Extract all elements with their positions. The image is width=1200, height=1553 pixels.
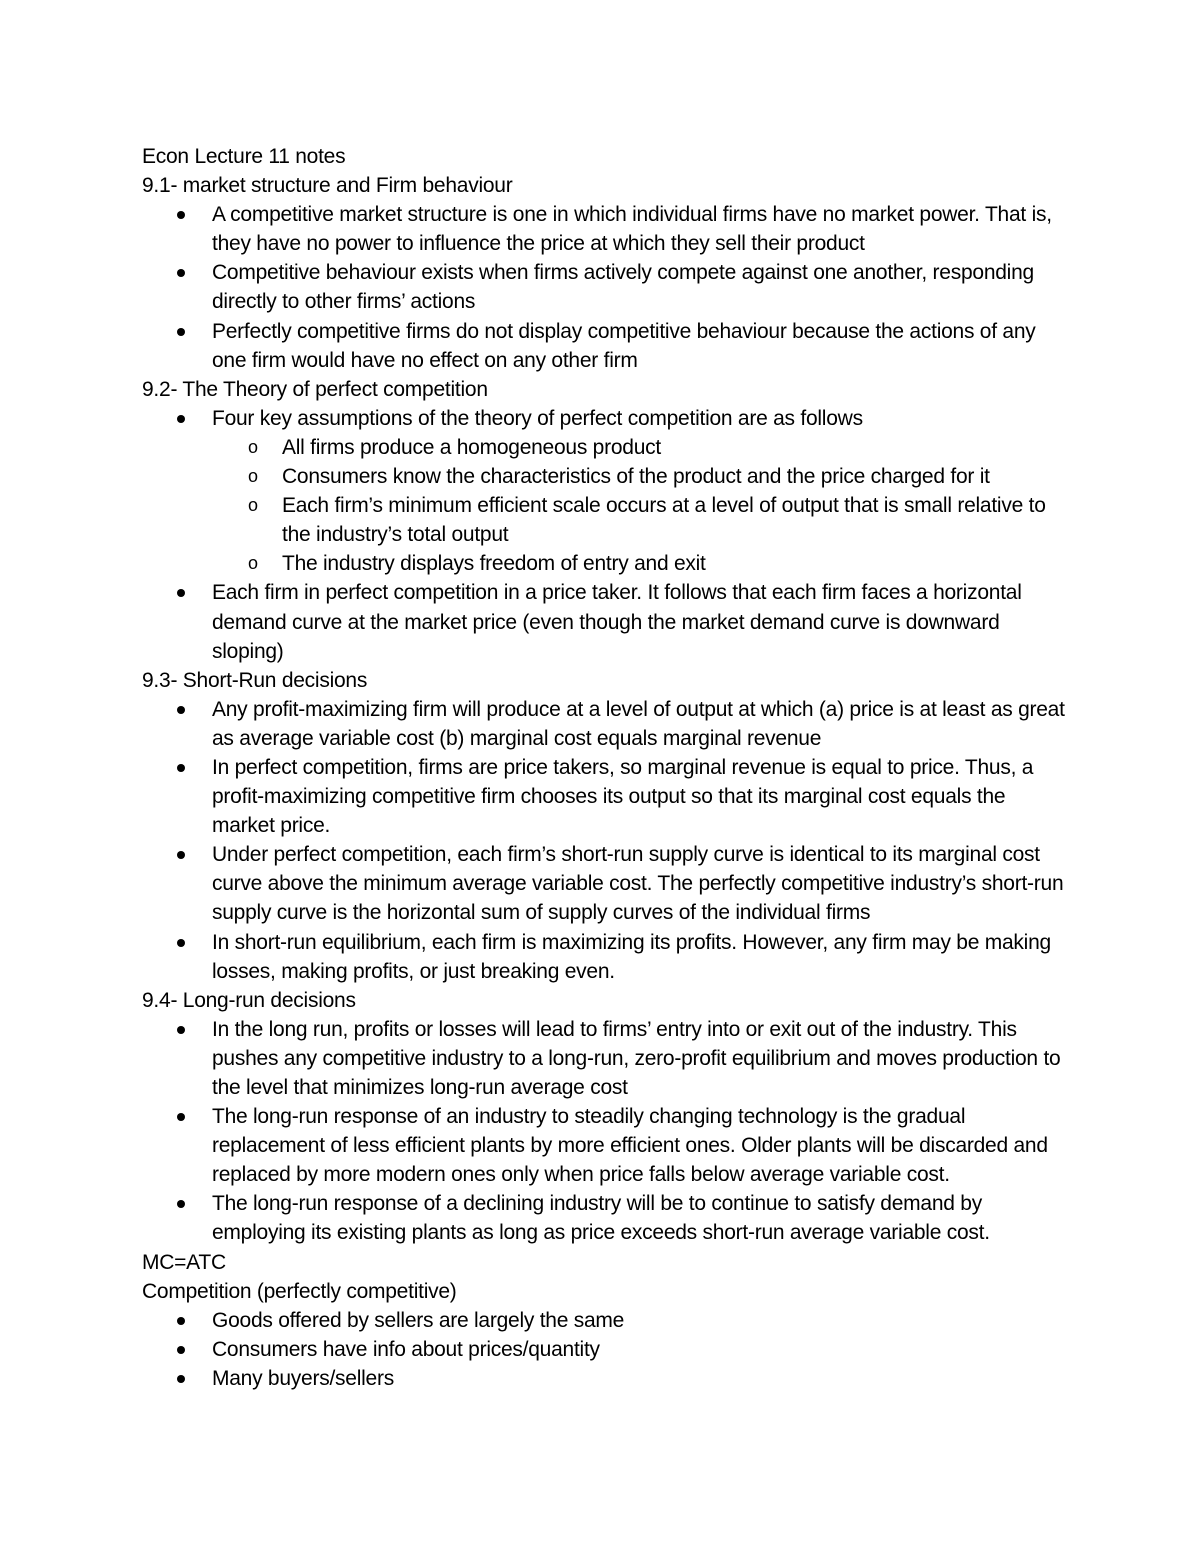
list-item xyxy=(212,1015,1072,1102)
sub-list-item xyxy=(248,549,1072,578)
list-item xyxy=(212,753,1072,840)
list-item-text: In short-run equilibrium, each firm is maximizing its profits. However, any firm may be making losses, making profits, or just breaking even. xyxy=(212,930,1051,983)
list-item xyxy=(212,578,1072,665)
section-9-1-bullet-list xyxy=(142,200,1072,375)
list-item-text: The long-run response of a declining industry will be to continue to satisfy demand by employing its existing plants as long as price exceeds short-run average variable cost. xyxy=(212,1192,990,1245)
list-item-text: Each firm in perfect competition in a price taker. It follows that each firm faces a horizontal demand curve at the market price (even though the market demand curve is downward sloping) xyxy=(212,581,1022,663)
sub-list-item-text: The industry displays freedom of entry and exit xyxy=(282,552,706,576)
bullet-icon xyxy=(177,1113,185,1121)
bullet-icon xyxy=(177,328,185,336)
bullet-icon xyxy=(177,706,185,714)
bullet-icon xyxy=(177,1026,185,1034)
bullet-icon xyxy=(177,269,185,277)
bullet-icon xyxy=(177,589,185,597)
list-item-text: Any profit-maximizing firm will produce at a level of output at which (a) price is at least as great as average variable cost (b) marginal cost equals marginal revenue xyxy=(212,697,1065,750)
section-heading-9-3: 9.3- Short-Run decisions xyxy=(142,668,368,692)
bullet-icon xyxy=(177,851,185,859)
sub-list-item-text: Each firm’s minimum efficient scale occurs at a level of output that is small relative to the industry’s total output xyxy=(282,494,1046,547)
circle-bullet-icon: o xyxy=(248,553,258,574)
sub-list-item xyxy=(248,433,1072,462)
list-item xyxy=(212,1189,1072,1247)
section-heading-9-2: 9.2- The Theory of perfect competition xyxy=(142,377,488,401)
section-9-2-bullet-list xyxy=(142,404,1072,666)
sub-list-item-text: All firms produce a homogeneous product xyxy=(282,435,661,459)
list-item-text: Goods offered by sellers are largely the same xyxy=(212,1308,625,1332)
bullet-icon xyxy=(177,1317,185,1325)
list-item xyxy=(212,695,1072,753)
bullet-icon xyxy=(177,1346,185,1354)
circle-bullet-icon: o xyxy=(248,466,258,487)
document-page xyxy=(142,142,1072,1393)
sub-bullet-list xyxy=(212,433,1072,578)
list-item xyxy=(212,928,1072,986)
section-9-3-bullet-list xyxy=(142,695,1072,986)
list-item-text: Many buyers/sellers xyxy=(212,1366,394,1390)
document-title: Econ Lecture 11 notes xyxy=(142,145,346,168)
bullet-icon xyxy=(177,415,185,423)
circle-bullet-icon: o xyxy=(248,495,258,516)
sub-list-item xyxy=(248,491,1072,549)
mc-atc-line: MC=ATC xyxy=(142,1250,226,1274)
list-item xyxy=(212,200,1072,258)
list-item xyxy=(212,404,1072,579)
list-item xyxy=(212,840,1072,927)
list-item xyxy=(212,1102,1072,1189)
sub-list-item-text: Consumers know the characteristics of the product and the price charged for it xyxy=(282,465,990,489)
list-item xyxy=(212,258,1072,316)
list-item-text: Under perfect competition, each firm’s short-run supply curve is identical to its marginal cost curve above the minimum average variable cost. The perfectly competitive industry’s short-run supply curve is the horizontal sum of supply curves of the individual firms xyxy=(212,843,1064,925)
competition-heading: Competition (perfectly competitive) xyxy=(142,1279,457,1303)
list-item-text: Consumers have info about prices/quantity xyxy=(212,1337,600,1361)
sub-list-item xyxy=(248,462,1072,491)
list-item-text: The long-run response of an industry to steadily changing technology is the gradual replacement of less efficient plants by more efficient ones. Older plants will be discarded and replaced by more modern ones only when price falls below average variable cost. xyxy=(212,1105,1048,1187)
list-item-text: A competitive market structure is one in which individual firms have no market power. That is, they have no power to influence the price at which they sell their product xyxy=(212,203,1052,256)
list-item-text: Competitive behaviour exists when firms actively compete against one another, responding directly to other firms’ actions xyxy=(212,261,1034,314)
circle-bullet-icon: o xyxy=(248,436,258,457)
list-item-text: In the long run, profits or losses will lead to firms’ entry into or exit out of the industry. This pushes any competitive industry to a long-run, zero-profit equilibrium and moves production to the level that minimizes long-run average cost xyxy=(212,1017,1061,1099)
bullet-icon xyxy=(177,1375,185,1383)
list-item xyxy=(212,1364,1072,1393)
list-item-text: Perfectly competitive firms do not display competitive behaviour because the actions of any one firm would have no effect on any other firm xyxy=(212,319,1036,372)
bullet-icon xyxy=(177,1200,185,1208)
list-item-text: In perfect competition, firms are price takers, so marginal revenue is equal to price. Thus, a profit-maximizing competitive firm chooses its output so that its marginal cost equals the market price. xyxy=(212,755,1034,838)
list-item xyxy=(212,1306,1072,1335)
competition-bullet-list xyxy=(142,1306,1072,1393)
bullet-icon xyxy=(177,939,185,947)
bullet-icon xyxy=(177,211,185,219)
section-9-4-bullet-list xyxy=(142,1015,1072,1248)
section-heading-9-1: 9.1- market structure and Firm behaviour xyxy=(142,174,513,198)
list-item xyxy=(212,1335,1072,1364)
bullet-icon xyxy=(177,764,185,772)
list-item-text: Four key assumptions of the theory of perfect competition are as follows xyxy=(212,406,863,430)
section-heading-9-4: 9.4- Long-run decisions xyxy=(142,988,356,1012)
list-item xyxy=(212,317,1072,375)
